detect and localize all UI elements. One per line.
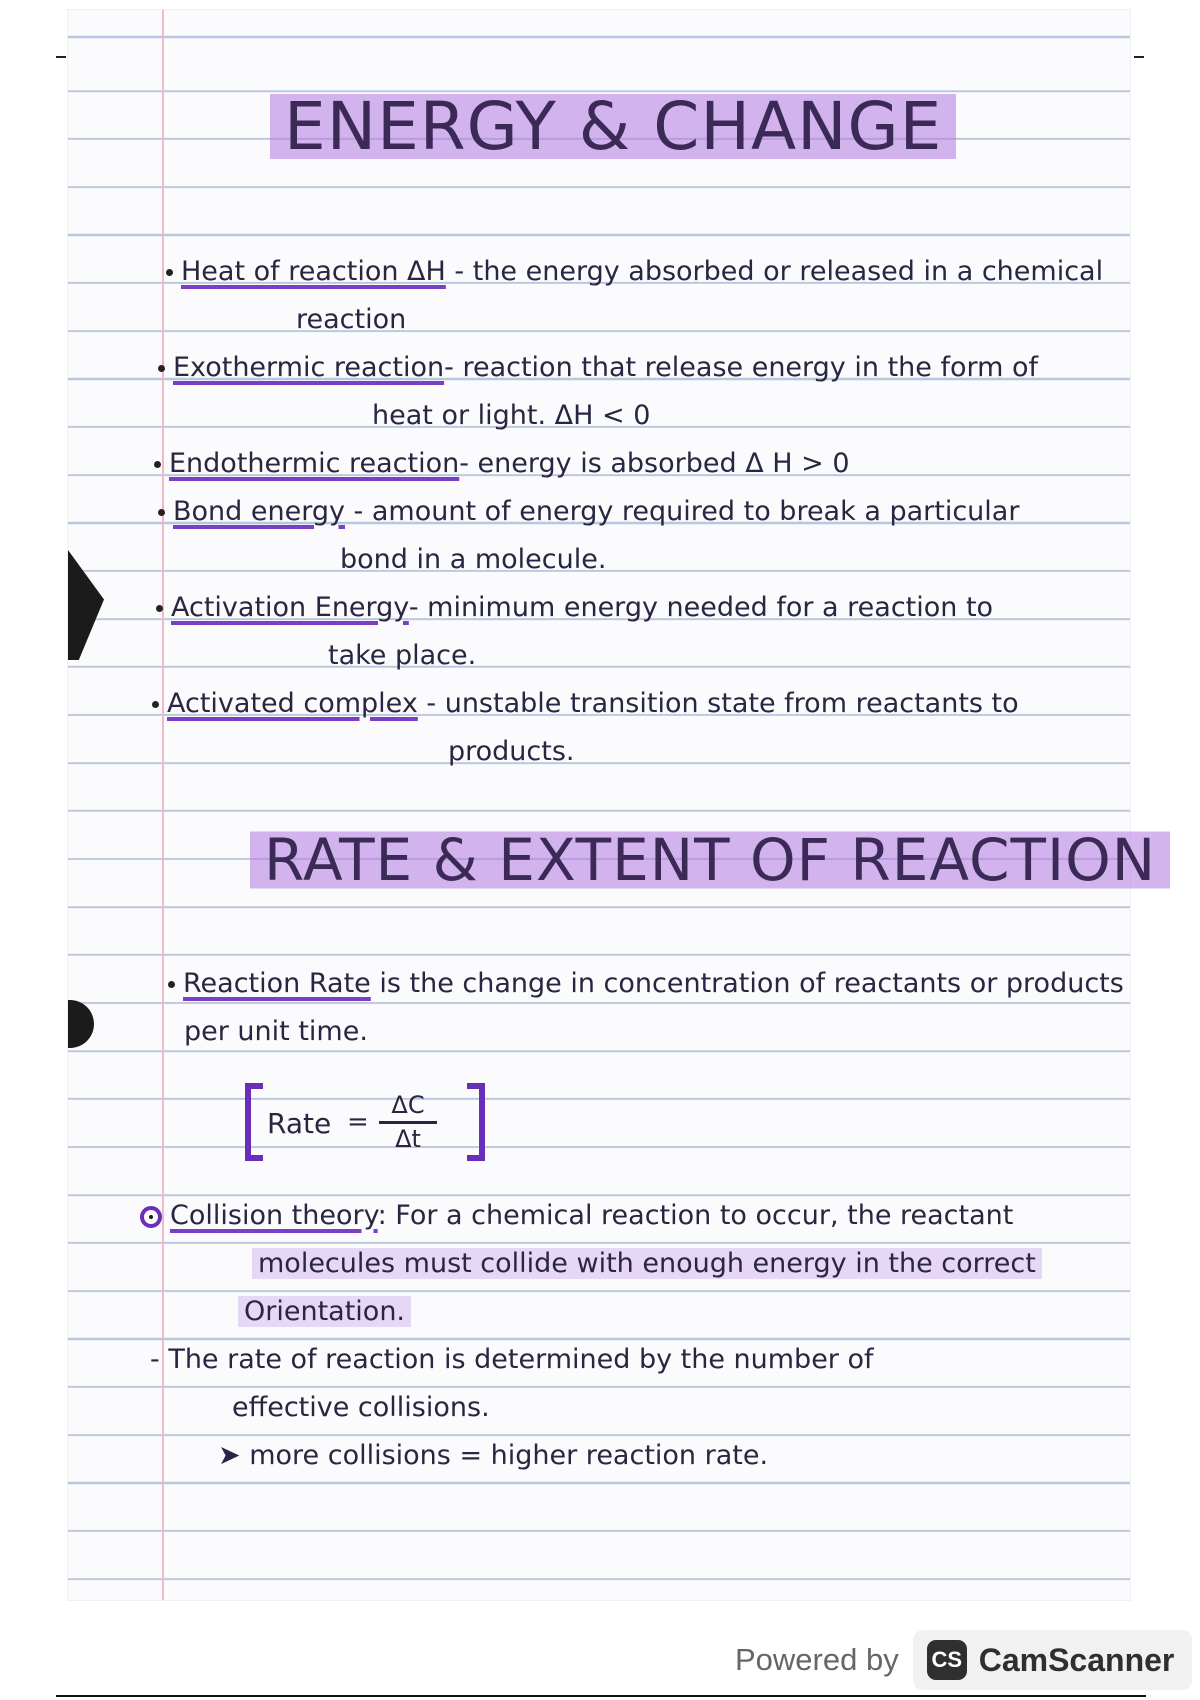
def-bond-energy: Bond energy - amount of energy required to break a particular [158,498,1019,525]
camscanner-logo-icon: CS [927,1640,967,1680]
term: Activation Energy [171,592,409,623]
bullet-dot [152,701,159,708]
rate-point-more-collisions: ➤ more collisions = higher reaction rate. [218,1440,769,1471]
formula-bracket-left [245,1083,263,1161]
title-rate-extent: RATE & EXTENT OF REACTION [250,826,1170,894]
bullet-dot [158,365,165,372]
def-heat-of-reaction-cont: reaction [296,304,407,335]
term: Endothermic reaction [169,448,460,479]
formula-fraction [379,1091,437,1152]
formula-equals: = [347,1107,369,1137]
rate-definition-cont: per unit time. [184,1016,368,1047]
def-exothermic-cont: heat or light. ΔH < 0 [372,400,651,431]
collision-theory-cont: molecules must collide with enough energy in the correct [252,1250,1042,1277]
rate-point-effective-collisions: - The rate of reaction is determined by the number of [150,1344,874,1375]
bullet-dot [158,509,165,516]
formula-denominator: Δt [395,1125,421,1153]
camscanner-name: CamScanner [978,1641,1175,1678]
bullet-dot [166,269,173,276]
scanner-watermark [735,1628,1192,1692]
formula-numerator: ΔC [391,1091,425,1119]
def-activation-energy-cont: take place. [328,640,477,671]
rate-definition: Reaction Rate is the change in concentration of reactants or products [168,970,1124,997]
term: Activated complex [167,688,418,719]
term: Collision theory [170,1200,378,1231]
term: Heat of reaction ΔH [181,256,446,287]
def-endothermic: Endothermic reaction- energy is absorbed Δ H > 0 [154,450,850,477]
def-activated-complex: Activated complex - unstable transition state from reactants to [152,690,1019,717]
bullet-dot [154,461,161,468]
corner-mark-right [1134,56,1144,58]
bottom-rule [56,1695,1146,1697]
def-activated-complex-cont: products. [448,736,575,767]
corner-mark-left [56,56,66,58]
term: Bond energy [173,496,345,527]
formula-bracket-right [467,1083,485,1161]
formula-lhs: Rate [267,1107,332,1140]
fraction-bar [379,1121,437,1124]
def-activation-energy: Activation Energy- minimum energy needed for a reaction to [156,594,993,621]
rate-formula [245,1083,485,1163]
def-bond-energy-cont: bond in a molecule. [340,544,607,575]
bullet-dot [156,605,163,612]
collision-theory-cont2: Orientation. [238,1298,411,1325]
term: Exothermic reaction [173,352,445,383]
def-heat-of-reaction: Heat of reaction ΔH - the energy absorbed or released in a chemical [166,258,1103,285]
rate-point-effective-collisions-cont: effective collisions. [232,1392,490,1423]
title-energy-change: ENERGY & CHANGE [270,88,956,165]
powered-by-text: Powered by [735,1642,899,1677]
def-exothermic: Exothermic reaction- reaction that release energy in the form of [158,354,1038,381]
camscanner-badge [913,1630,1193,1690]
bullet-dot [168,981,175,988]
term: Reaction Rate [183,968,371,999]
collision-theory: Collision theory: For a chemical reaction to occur, the reactant [140,1202,1013,1229]
target-bullet-icon [140,1206,162,1228]
